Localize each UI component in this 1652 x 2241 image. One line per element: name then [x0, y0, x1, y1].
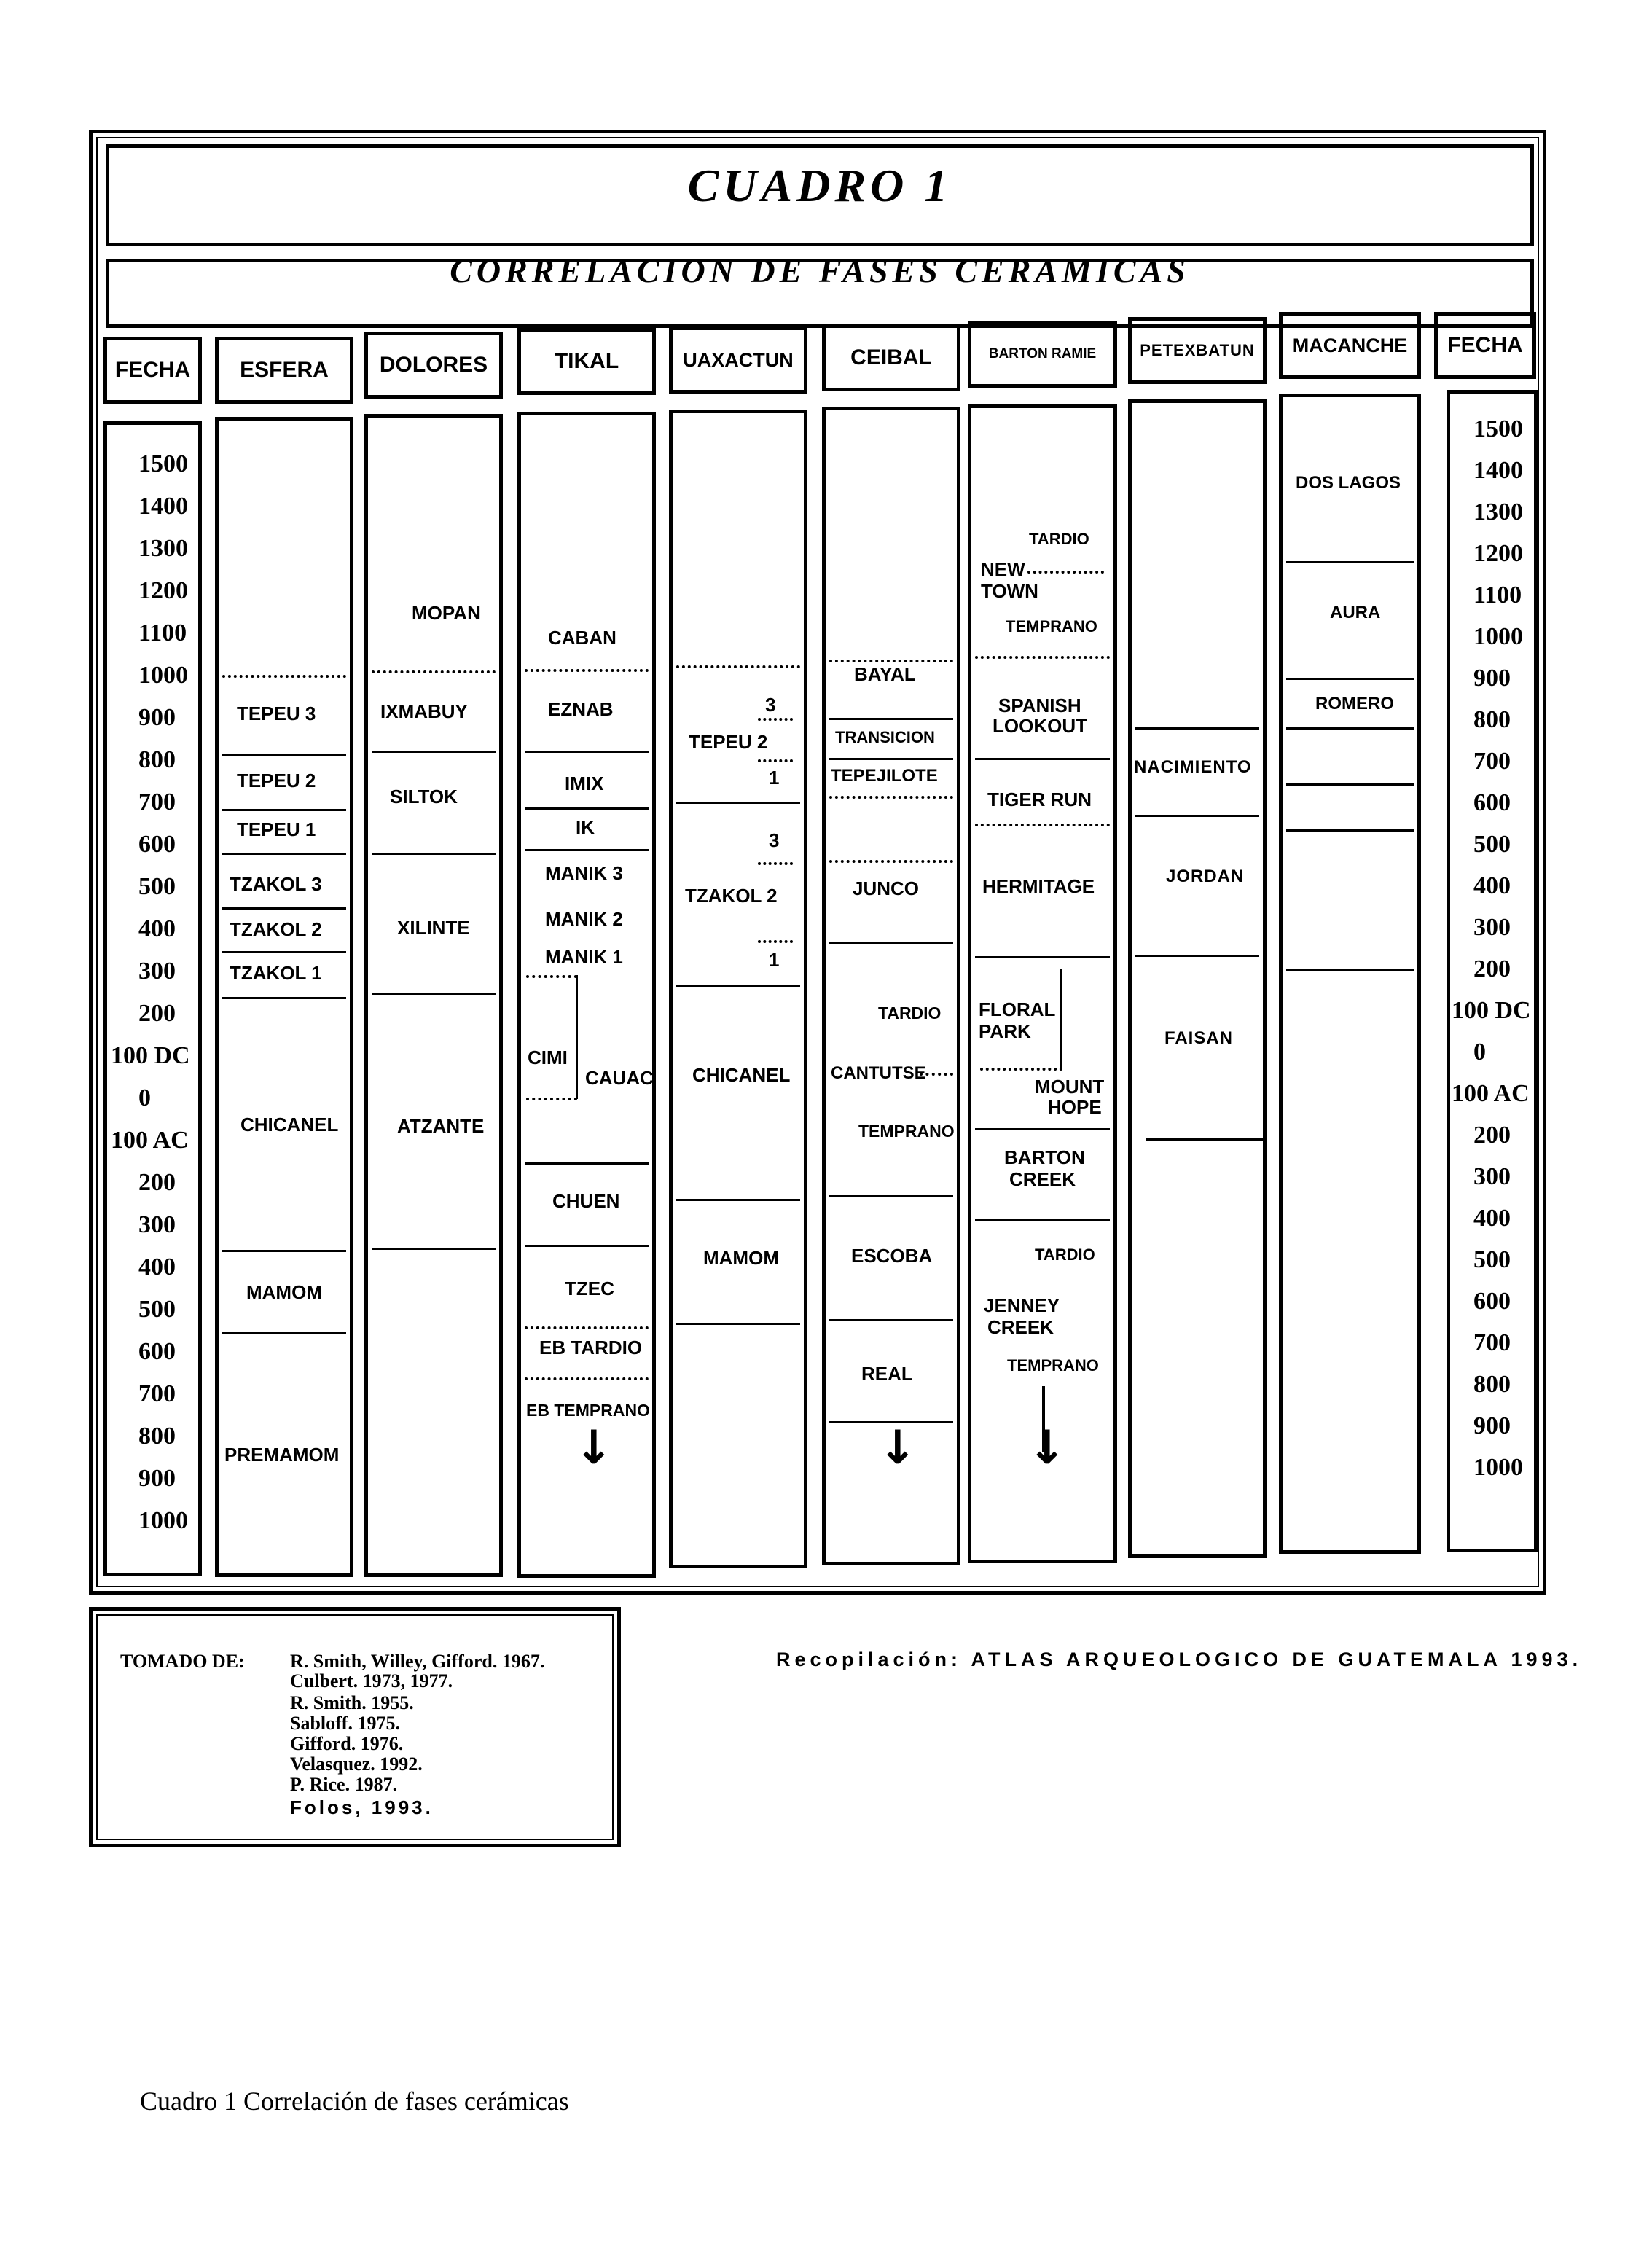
date-label-left: 700	[138, 789, 176, 816]
tikal-divider	[525, 807, 649, 810]
ceibal-divider	[829, 718, 953, 720]
barton-phase-label: TARDIO	[1035, 1245, 1095, 1264]
header-barton-ramie: BARTON RAMIE	[968, 321, 1117, 388]
esfera-phase-label: TZAKOL 1	[230, 962, 322, 984]
uaxactun-phase-label: 1	[769, 767, 780, 789]
date-label-right: 200	[1473, 1122, 1511, 1149]
uaxactun-phase-label: 3	[765, 694, 776, 716]
date-label-left: 200	[138, 1169, 176, 1196]
date-label-right: 1000	[1473, 623, 1523, 650]
date-label-left: 900	[138, 704, 176, 731]
uaxactun-divider	[676, 802, 800, 804]
petexbatun-divider	[1135, 727, 1259, 730]
column-macanche	[1279, 394, 1421, 1554]
date-label-right: 800	[1473, 706, 1511, 733]
esfera-phase-label: TEPEU 1	[237, 818, 316, 840]
date-label-left: 0	[138, 1084, 151, 1111]
uaxactun-subdivider	[758, 759, 793, 762]
uaxactun-subdivider	[758, 940, 793, 943]
column-uaxactun	[669, 410, 807, 1568]
tikal-cimi-bracket	[576, 975, 578, 1099]
date-label-right: 1400	[1473, 457, 1523, 484]
tikal-divider	[525, 849, 649, 851]
barton-phase-label: CREEK	[987, 1316, 1054, 1338]
tikal-phase-label: CABAN	[548, 627, 616, 649]
source-ref: R. Smith. 1955.	[290, 1692, 414, 1713]
macanche-divider	[1286, 969, 1414, 971]
tikal-cimi-bracket	[526, 975, 577, 978]
date-label-left: 300	[138, 958, 176, 985]
ceibal-divider	[829, 1195, 953, 1197]
uaxactun-phase-label: 1	[769, 949, 780, 971]
header-fecha-left: FECHA	[103, 337, 202, 404]
barton-phase-label: FLORAL	[979, 998, 1056, 1020]
dolores-divider	[372, 993, 496, 995]
tikal-phase-label: TZEC	[565, 1278, 614, 1299]
column-petexbatun	[1128, 399, 1267, 1558]
date-label-left: 400	[138, 1254, 176, 1280]
petexbatun-phase-label: NACIMIENTO	[1134, 757, 1252, 777]
macanche-divider	[1286, 678, 1414, 680]
ceibal-phase-label: BAYAL	[854, 663, 916, 685]
ceibal-divider	[829, 942, 953, 944]
barton-divider	[975, 1219, 1110, 1221]
barton-phase-label: TIGER RUN	[987, 789, 1092, 810]
tikal-divider	[525, 1326, 649, 1329]
barton-divider	[975, 656, 1110, 659]
dolores-phase-label: ATZANTE	[397, 1115, 485, 1137]
date-label-right: 700	[1473, 748, 1511, 775]
barton-phase-label: JENNEY	[984, 1294, 1060, 1316]
tikal-phase-label: MANIK 3	[545, 862, 623, 884]
source-ref: Culbert. 1973, 1977.	[290, 1670, 453, 1691]
ceibal-divider	[829, 660, 953, 662]
esfera-phase-label: TZAKOL 2	[230, 918, 322, 940]
tikal-divider	[525, 751, 649, 753]
barton-subdivider	[980, 1068, 1062, 1071]
date-label-right: 400	[1473, 872, 1511, 899]
date-label-right: 600	[1473, 789, 1511, 816]
tikal-phase-label: CAUAC	[585, 1067, 654, 1089]
macanche-phase-label: ROMERO	[1315, 694, 1394, 713]
date-label-left: 800	[138, 1423, 176, 1450]
date-label-left: 1400	[138, 493, 188, 520]
dolores-divider	[372, 670, 496, 673]
tikal-phase-label: MANIK 1	[545, 946, 623, 968]
date-label-left: 600	[138, 831, 176, 858]
macanche-phase-label: AURA	[1330, 603, 1381, 622]
tikal-phase-label: CHUEN	[552, 1190, 620, 1212]
ceibal-down-arrow-icon: ↓	[878, 1421, 917, 1475]
esfera-divider	[222, 951, 346, 953]
date-label-left: 100 AC	[111, 1127, 189, 1154]
source-ref: Gifford. 1976.	[290, 1733, 404, 1754]
tikal-phase-label: IMIX	[565, 773, 604, 794]
ceibal-phase-label: JUNCO	[853, 877, 920, 899]
uaxactun-phase-label: MAMOM	[703, 1247, 779, 1269]
date-label-right: 1000	[1473, 1454, 1523, 1481]
date-label-right: 600	[1473, 1288, 1511, 1315]
source-ref: Velasquez. 1992.	[290, 1753, 423, 1775]
dolores-divider	[372, 1248, 496, 1250]
uaxactun-subdivider	[758, 862, 793, 865]
uaxactun-phase-label: CHICANEL	[692, 1064, 791, 1086]
date-label-right: 100 DC	[1452, 997, 1531, 1024]
petexbatun-phase-label: JORDAN	[1166, 867, 1245, 886]
date-label-left: 1000	[138, 662, 188, 689]
ceibal-divider	[829, 1319, 953, 1321]
date-label-right: 1500	[1473, 415, 1523, 442]
barton-phase-label: TARDIO	[1029, 530, 1089, 548]
column-ceibal	[822, 407, 960, 1565]
dolores-phase-label: XILINTE	[397, 917, 470, 939]
date-label-right: 800	[1473, 1371, 1511, 1398]
ceibal-phase-label: ESCOBA	[851, 1245, 933, 1267]
tikal-phase-label: CIMI	[528, 1047, 568, 1068]
date-label-right: 100 AC	[1452, 1080, 1530, 1107]
dolores-divider	[372, 853, 496, 855]
uaxactun-phase-label: TZAKOL 2	[685, 885, 778, 907]
uaxactun-divider	[676, 1199, 800, 1201]
petexbatun-phase-label: FAISAN	[1164, 1028, 1234, 1048]
ceibal-phase-label: REAL	[861, 1363, 913, 1385]
barton-phase-label: TOWN	[981, 580, 1038, 602]
header-fecha-right: FECHA	[1434, 312, 1536, 379]
barton-phase-label: LOOKOUT	[993, 715, 1087, 737]
date-label-left: 400	[138, 915, 176, 942]
barton-divider	[975, 758, 1110, 760]
date-label-right: 400	[1473, 1205, 1511, 1232]
ceibal-subdivider	[920, 1073, 953, 1076]
page-title: CUADRO 1	[687, 160, 952, 211]
date-label-left: 200	[138, 1000, 176, 1027]
barton-divider	[975, 1128, 1110, 1130]
ceibal-phase-label: CANTUTSE	[831, 1063, 926, 1083]
date-label-right: 500	[1473, 1246, 1511, 1273]
source-label: TOMADO DE:	[120, 1651, 245, 1672]
macanche-divider	[1286, 783, 1414, 786]
petexbatun-divider	[1135, 955, 1259, 957]
esfera-divider	[222, 853, 346, 855]
tikal-phase-label: IK	[576, 816, 595, 838]
date-label-right: 1100	[1473, 582, 1522, 609]
petexbatun-divider	[1146, 1138, 1266, 1141]
header-petexbatun: PETEXBATUN	[1128, 317, 1267, 384]
esfera-phase-label: TEPEU 3	[237, 703, 316, 724]
date-label-right: 1200	[1473, 540, 1523, 567]
page-subtitle: CORRELACION DE FASES CERAMICAS	[450, 252, 1190, 289]
ceibal-phase-label: TEPEJILOTE	[831, 766, 938, 786]
petexbatun-divider	[1135, 815, 1259, 817]
ceibal-divider	[829, 758, 953, 760]
barton-phase-label: BARTON	[1004, 1146, 1085, 1168]
source-ref: Sabloff. 1975.	[290, 1713, 400, 1734]
date-label-right: 300	[1473, 914, 1511, 941]
date-label-right: 900	[1473, 1412, 1511, 1439]
barton-phase-label: MOUNT	[1035, 1076, 1105, 1098]
header-dolores: DOLORES	[364, 332, 503, 399]
ceibal-divider	[829, 796, 953, 799]
dolores-phase-label: SILTOK	[390, 786, 458, 807]
date-label-right: 1300	[1473, 498, 1523, 525]
uaxactun-divider	[676, 1323, 800, 1325]
esfera-phase-label: TZAKOL 3	[230, 873, 322, 895]
esfera-divider	[222, 997, 346, 999]
date-label-left: 800	[138, 746, 176, 773]
header-uaxactun: UAXACTUN	[669, 326, 807, 394]
macanche-divider	[1286, 829, 1414, 832]
header-ceibal: CEIBAL	[822, 324, 960, 391]
header-macanche: MACANCHE	[1279, 312, 1421, 379]
date-label-left: 600	[138, 1338, 176, 1365]
date-label-left: 300	[138, 1211, 176, 1238]
date-label-left: 1200	[138, 577, 188, 604]
barton-phase-label: HERMITAGE	[982, 875, 1095, 897]
barton-phase-label: CREEK	[1009, 1168, 1076, 1190]
uaxactun-subdivider	[758, 718, 793, 721]
esfera-divider	[222, 809, 346, 811]
barton-down-arrow-icon: ↓	[1027, 1421, 1067, 1475]
tikal-divider	[525, 1377, 649, 1380]
date-label-left: 1100	[138, 619, 187, 646]
column-dolores	[364, 414, 503, 1577]
date-label-left: 700	[138, 1380, 176, 1407]
barton-divider	[975, 824, 1110, 826]
source-ref: P. Rice. 1987.	[290, 1774, 398, 1795]
tikal-down-arrow-icon: ↓	[574, 1421, 614, 1475]
uaxactun-phase-label: 3	[769, 829, 780, 851]
date-label-right: 200	[1473, 955, 1511, 982]
tikal-divider	[525, 1162, 649, 1165]
esfera-divider	[222, 1332, 346, 1334]
uaxactun-divider	[676, 665, 800, 668]
tikal-divider	[525, 669, 649, 672]
dolores-divider	[372, 751, 496, 753]
macanche-phase-label: DOS LAGOS	[1296, 473, 1401, 493]
barton-subdivider	[1027, 571, 1104, 574]
date-label-left: 500	[138, 873, 176, 900]
esfera-phase-label: PREMAMOM	[224, 1444, 340, 1466]
tikal-phase-label: MANIK 2	[545, 908, 623, 930]
barton-phase-label: PARK	[979, 1020, 1031, 1042]
tikal-cimi-bracket	[526, 1098, 577, 1100]
barton-phase-label: TEMPRANO	[1007, 1356, 1099, 1374]
ceibal-phase-label: TARDIO	[878, 1004, 942, 1022]
header-esfera: ESFERA	[215, 337, 353, 404]
barton-phase-label: SPANISH	[998, 695, 1081, 716]
esfera-divider	[222, 754, 346, 756]
esfera-divider	[222, 907, 346, 910]
figure-caption: Cuadro 1 Correlación de fases cerámicas	[140, 2086, 569, 2116]
ceibal-divider	[829, 860, 953, 863]
date-label-right: 700	[1473, 1329, 1511, 1356]
barton-phase-label: NEW	[981, 558, 1025, 580]
esfera-divider	[222, 675, 346, 678]
date-label-right: 900	[1473, 665, 1511, 692]
dolores-phase-label: IXMABUY	[380, 700, 468, 722]
header-tikal: TIKAL	[517, 328, 656, 395]
macanche-divider	[1286, 727, 1414, 730]
source-ref: Folos, 1993.	[290, 1796, 434, 1818]
date-label-left: 900	[138, 1465, 176, 1492]
source-ref: R. Smith, Willey, Gifford. 1967.	[290, 1651, 545, 1672]
tikal-phase-label: EB TARDIO	[539, 1337, 643, 1358]
ceibal-phase-label: TEMPRANO	[858, 1122, 955, 1141]
tikal-divider	[525, 1245, 649, 1247]
date-label-right: 500	[1473, 831, 1511, 858]
uaxactun-divider	[676, 985, 800, 987]
macanche-divider	[1286, 561, 1414, 563]
ceibal-phase-label: TRANSICION	[835, 728, 935, 746]
uaxactun-phase-label: TEPEU 2	[689, 731, 768, 753]
barton-floral-bracket	[1060, 969, 1062, 1068]
date-label-left: 1000	[138, 1507, 188, 1534]
compilation-note: Recopilación: ATLAS ARQUEOLOGICO DE GUATEMALA 1993.	[776, 1649, 1583, 1670]
barton-phase-label: HOPE	[1048, 1096, 1102, 1118]
tikal-phase-label: EZNAB	[548, 698, 614, 720]
barton-phase-label: TEMPRANO	[1006, 617, 1097, 635]
barton-divider	[975, 956, 1110, 958]
esfera-phase-label: MAMOM	[246, 1281, 322, 1303]
dolores-phase-label: MOPAN	[412, 602, 481, 624]
date-label-left: 500	[138, 1296, 176, 1323]
date-label-left: 1500	[138, 450, 188, 477]
date-label-left: 1300	[138, 535, 188, 562]
esfera-phase-label: CHICANEL	[240, 1114, 339, 1135]
date-label-right: 300	[1473, 1163, 1511, 1190]
date-label-right: 0	[1473, 1039, 1486, 1065]
date-label-left: 100 DC	[111, 1042, 190, 1069]
tikal-phase-label: EB TEMPRANO	[526, 1401, 650, 1420]
esfera-phase-label: TEPEU 2	[237, 770, 316, 791]
esfera-divider	[222, 1250, 346, 1252]
